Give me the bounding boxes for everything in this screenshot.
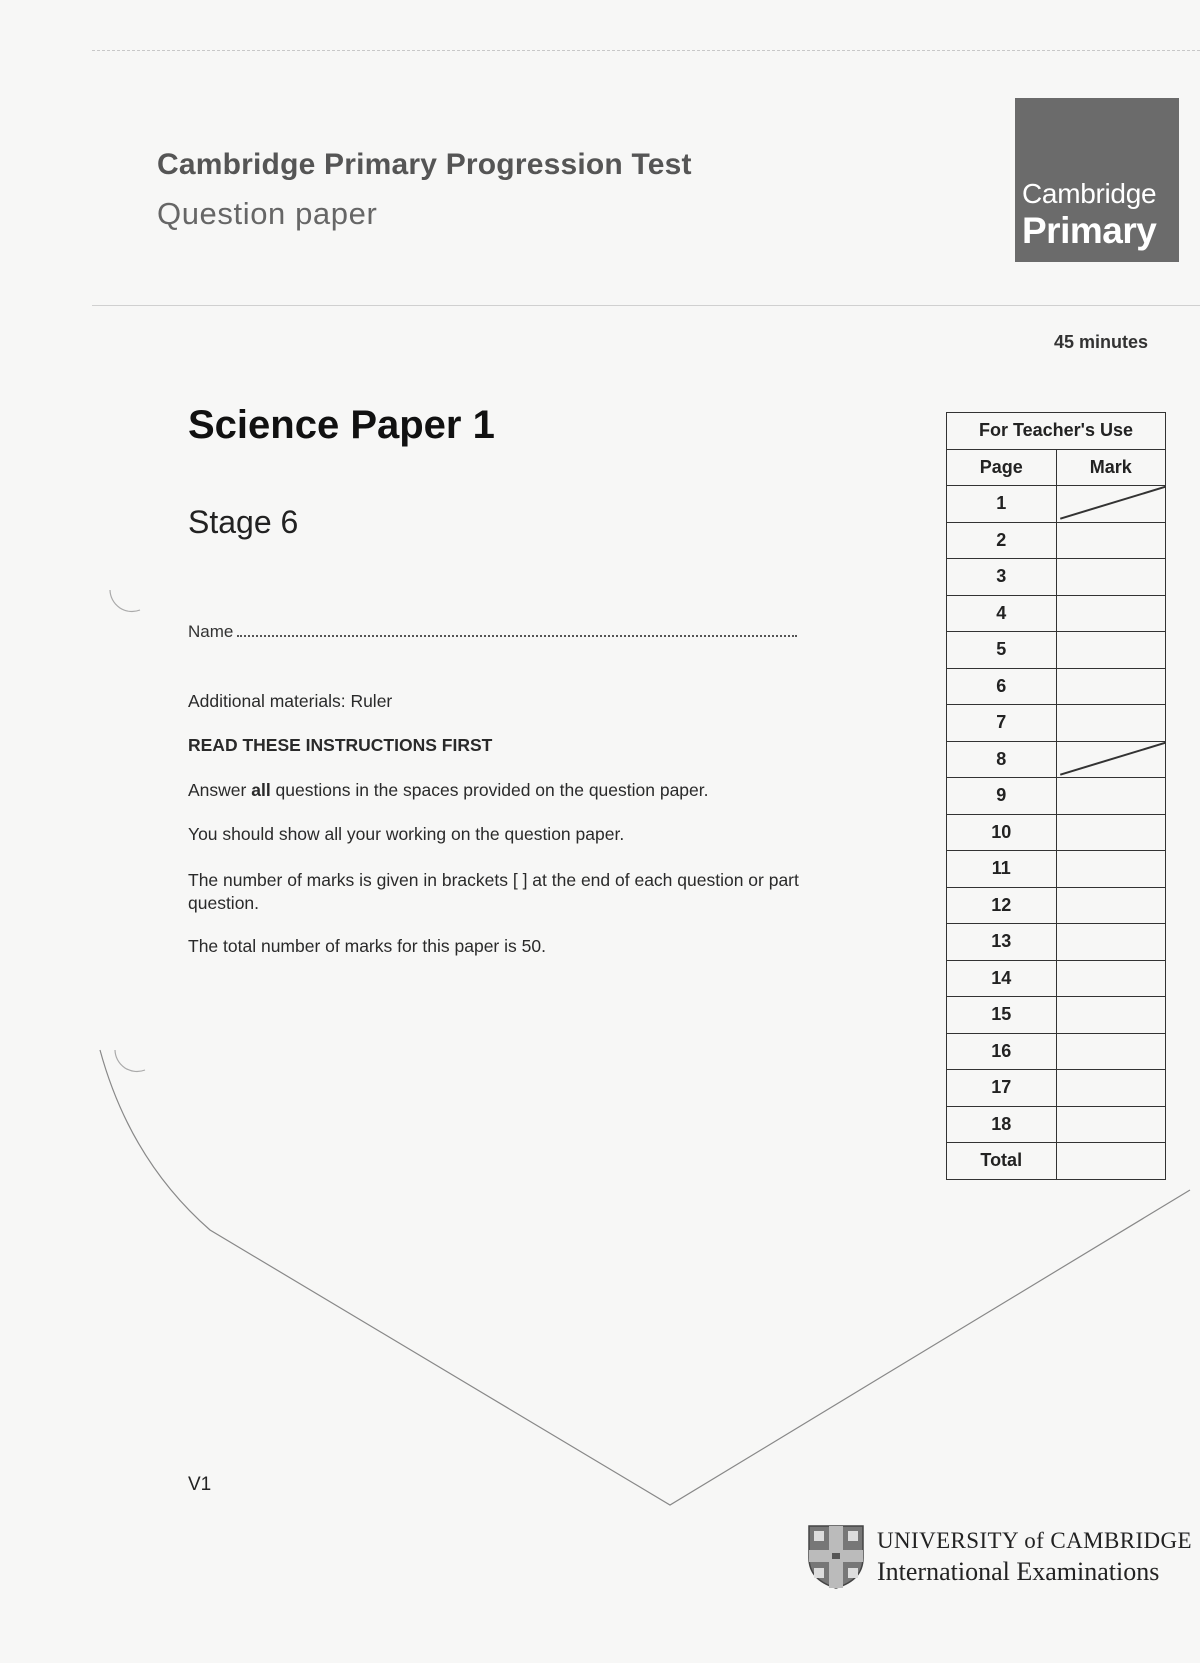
university-crest-icon: [807, 1524, 865, 1590]
logo-line-cambridge: Cambridge: [1022, 178, 1157, 209]
page-number-cell: 8: [947, 741, 1057, 778]
question-paper-label: Question paper: [157, 196, 378, 231]
teachers-use-title: For Teacher's Use: [947, 413, 1166, 450]
exam-duration: 45 minutes: [1054, 332, 1149, 352]
page-number-cell: 9: [947, 778, 1057, 815]
page-number-cell: 18: [947, 1106, 1057, 1143]
page-number-cell: 5: [947, 632, 1057, 669]
version-label: V1: [188, 1474, 212, 1495]
column-page: Page: [947, 449, 1057, 486]
page-number-cell: 15: [947, 997, 1057, 1034]
instructions-heading: READ THESE INSTRUCTIONS FIRST: [188, 735, 493, 755]
page-number-cell: 12: [947, 887, 1057, 924]
page-number-cell: 4: [947, 595, 1057, 632]
instruction-marks-brackets: The number of marks is given in brackets [ ] at the end of each question or part question.: [188, 870, 799, 913]
page-number-cell: 7: [947, 705, 1057, 742]
page-number-cell: 10: [947, 814, 1057, 851]
additional-materials: Additional materials: Ruler: [188, 691, 393, 711]
page-number-cell: 14: [947, 960, 1057, 997]
name-label: Name: [188, 622, 234, 641]
instruction-answer-text: Answer all questions in the spaces provided on the question paper.: [188, 780, 709, 800]
instruction-show-working: You should show all your working on the question paper.: [188, 824, 625, 844]
university-name: UNIVERSITY of CAMBRIDGE: [877, 1528, 1193, 1553]
emphasis-all: all: [251, 780, 271, 800]
instruction-total-marks: The total number of marks for this paper is 50.: [188, 936, 546, 956]
stage-label: Stage 6: [188, 504, 299, 540]
page-number-cell: 16: [947, 1033, 1057, 1070]
international-examinations: International Examinations: [877, 1557, 1160, 1586]
page-number-cell: 3: [947, 559, 1057, 596]
page-number-cell: 1: [947, 486, 1057, 523]
page-number-cell: 2: [947, 522, 1057, 559]
column-mark: Mark: [1056, 449, 1166, 486]
page-number-cell: 13: [947, 924, 1057, 961]
test-series-title: Cambridge Primary Progression Test: [157, 148, 692, 181]
logo-line-primary: Primary: [1022, 210, 1157, 251]
page-number-cell: 6: [947, 668, 1057, 705]
page-number-cell: 11: [947, 851, 1057, 888]
page-number-cell: 17: [947, 1070, 1057, 1107]
paper-title: Science Paper 1: [188, 403, 495, 447]
total-label: Total: [947, 1143, 1057, 1180]
